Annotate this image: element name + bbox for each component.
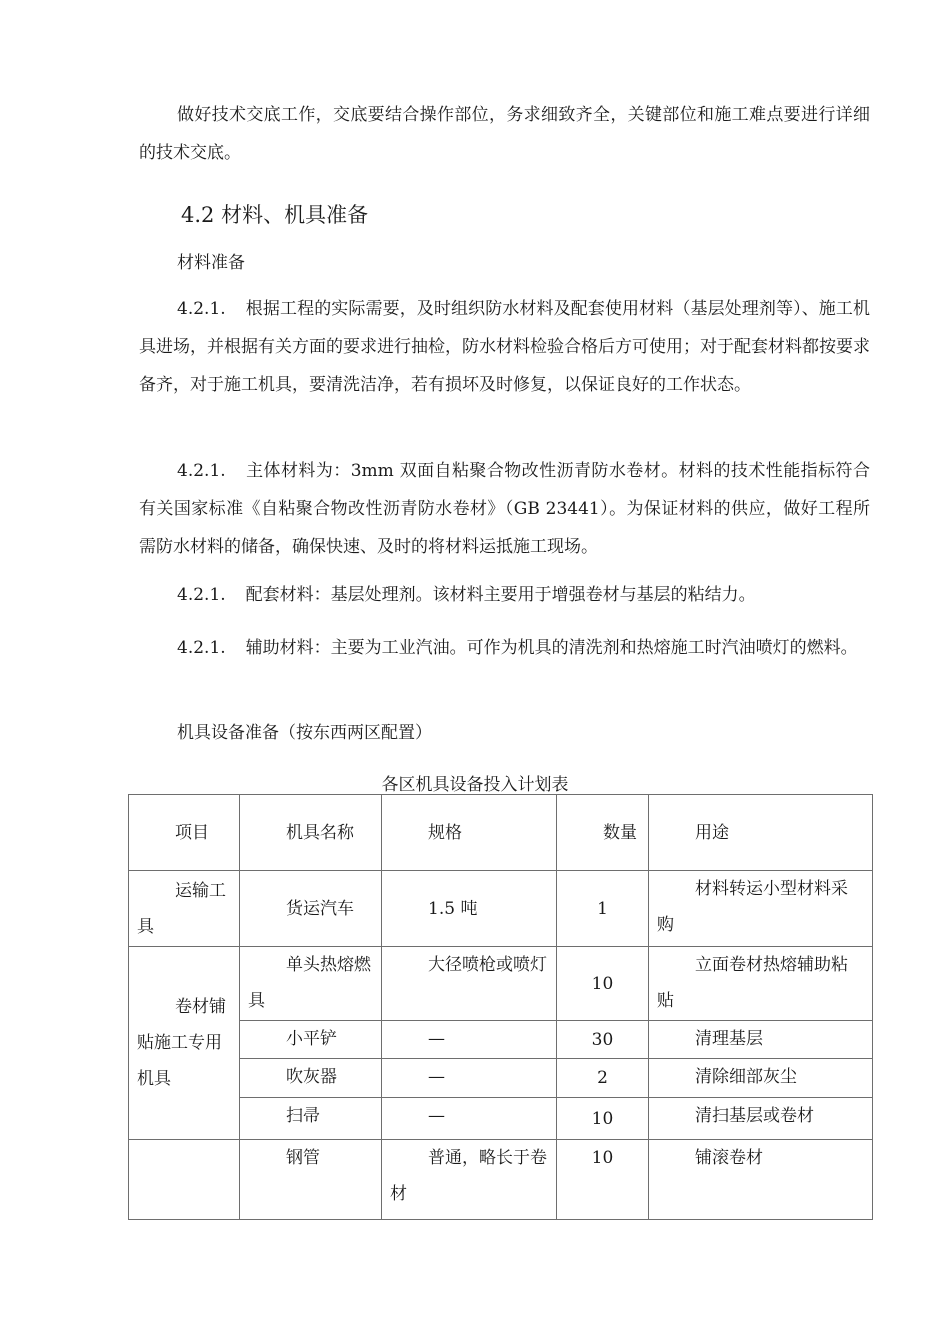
group-cell: 运输工具 [129,871,240,947]
equipment-plan-table [128,794,873,1220]
name-cell: 吹灰器 [240,1059,382,1098]
use-cell: 材料转运小型材料采购 [649,871,873,947]
equipment-label: 机具设备准备（按东西两区配置） [177,723,432,743]
paragraph-supporting-material [139,576,870,614]
qty-cell: 10 [557,947,649,1021]
use-cell: 清扫基层或卷材 [649,1098,873,1140]
use-cell: 清除细部灰尘 [649,1059,873,1098]
table-row [129,1059,873,1098]
table-row [129,1140,873,1220]
table-row [129,947,873,1021]
qty-cell: 10 [557,1098,649,1140]
clause-number: 4.2.1. [177,638,226,658]
qty-cell: 1 [557,871,649,947]
name-cell: 扫帚 [240,1098,382,1140]
clause-text: 配套材料：基层处理剂。该材料主要用于增强卷材与基层的粘结力。 [245,585,756,605]
clause-text: 根据工程的实际需要，及时组织防水材料及配套使用材料（基层处理剂等）、施工机具进场，并根据有关方面的要求进行抽检，防水材料检验合格后方可使用；对于配套材料都按要求备齐，对于施工机具，要清洗洁净，若有损坏及时修复，以保证良好的工作状态。 [139,299,870,395]
clause-text: 主体材料为：3mm 双面自粘聚合物改性沥青防水卷材。材料的技术性能指标符合有关国家标准《自粘聚合物改性沥青防水卷材》（GB 23441）。为保证材料的供应，做好工程所需防水材料的储备，确保快速、及时的将材料运抵施工现场。 [139,461,870,557]
table-row [129,871,873,947]
paragraph-material-prep [139,290,870,404]
clause-text: 辅助材料：主要为工业汽油。可作为机具的清洗剂和热熔施工时汽油喷灯的燃料。 [245,638,858,658]
header-qty: 数量 [557,795,649,871]
clause-number: 4.2.1. [177,299,226,319]
name-cell: 小平铲 [240,1021,382,1059]
use-cell: 立面卷材热熔辅助粘贴 [649,947,873,1021]
use-cell: 清理基层 [649,1021,873,1059]
spec-cell: — [382,1021,557,1059]
table-header-row [129,795,873,871]
name-cell: 钢管 [240,1140,382,1220]
name-cell: 货运汽车 [240,871,382,947]
spec-cell: — [382,1098,557,1140]
spec-cell: — [382,1059,557,1098]
group-cell: 卷材铺贴施工专用机具 [129,947,240,1140]
clause-number: 4.2.1. [177,585,226,605]
use-cell: 铺滚卷材 [649,1140,873,1220]
header-item: 项目 [129,795,240,871]
paragraph-main-material [139,452,870,566]
clause-number: 4.2.1. [177,461,226,481]
table-row [129,1021,873,1059]
header-spec: 规格 [382,795,557,871]
paragraph-tech-briefing: 做好技术交底工作，交底要结合操作部位，务求细致齐全，关键部位和施工难点要进行详细的技术交底。 [139,105,870,163]
qty-cell: 2 [557,1059,649,1098]
paragraph-auxiliary-material [139,629,870,667]
header-use: 用途 [649,795,873,871]
spec-cell: 普通，略长于卷材 [382,1140,557,1220]
qty-cell: 10 [557,1140,649,1220]
spec-cell: 1.5 吨 [382,871,557,947]
group-cell [129,1140,240,1220]
table-row [129,1098,873,1140]
materials-label: 材料准备 [177,253,245,273]
spec-cell: 大径喷枪或喷灯 [382,947,557,1021]
qty-cell: 30 [557,1021,649,1059]
table-caption: 各区机具设备投入计划表 [381,775,569,795]
header-name: 机具名称 [240,795,382,871]
name-cell: 单头热熔燃具 [240,947,382,1021]
section-heading: 4.2 材料、机具准备 [181,203,369,227]
